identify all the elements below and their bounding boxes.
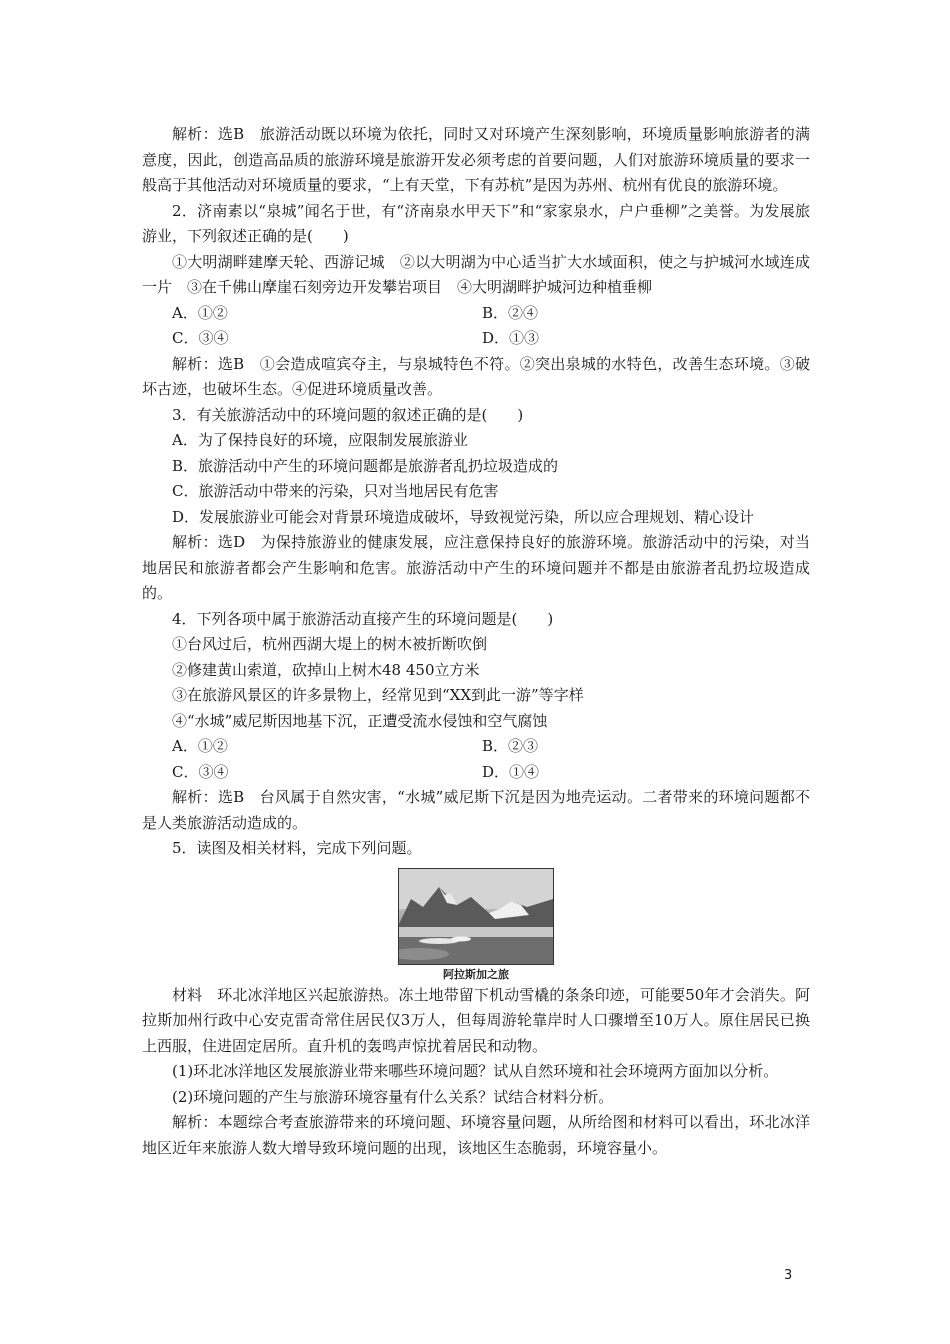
- option-d: D．①④: [482, 762, 540, 781]
- document-body: [142, 122, 810, 1161]
- question-3: 3．有关旅游活动中的环境问题的叙述正确的是( ): [172, 405, 524, 424]
- question-5: 5．读图及相关材料，完成下列问题。: [172, 839, 422, 857]
- question-4-item-2: ②修建黄山索道，砍掉山上树木48 450立方米: [172, 660, 480, 679]
- option-b: B．②④: [482, 303, 539, 322]
- question-2: 2．济南素以“泉城”闻名于世，有“济南泉水甲天下”和“家家泉水，户户垂柳”之美誉。为发展旅游业，下列叙述正确的是( ): [142, 201, 810, 245]
- question-3-option-a: A．为了保持良好的环境，应限制发展旅游业: [172, 431, 468, 449]
- figure-caption: 阿拉斯加之旅: [443, 967, 509, 981]
- alaska-figure: [398, 868, 554, 983]
- option-a: A．①②: [172, 737, 228, 755]
- question-5-part-1: (1)环北冰洋地区发展旅游业带来哪些环境问题？试从自然环境和社会环境两方面加以分析。: [172, 1062, 779, 1080]
- question-4-item-3: ③在旅游风景区的许多景物上，经常见到“XX到此一游”等字样: [172, 686, 584, 704]
- mountain-landscape-icon: [399, 869, 553, 964]
- option-b: B．②③: [482, 737, 539, 755]
- question-3-option-d: D．发展旅游业可能会对背景环境造成破坏，导致视觉污染，所以应合理规划、精心设计: [172, 507, 755, 526]
- answer-paragraph-2: 解析：选B ①会造成喧宾夺主，与泉城特色不符。②突出泉城的水特色，改善生态环境。③破坏古迹，也破坏生态。④促进环境质量改善。: [142, 354, 810, 398]
- answer-paragraph-1: 解析：选B 旅游活动既以环境为依托，同时又对环境产生深刻影响，环境质量影响旅游者的满意度，因此，创造高品质的旅游环境是旅游开发必须考虑的首要问题，人们对旅游环境质量的要求一般高于其他活动对环境质量的要求，“上有天堂，下有苏杭”是因为苏州、杭州有优良的旅游环境。: [142, 125, 810, 194]
- question-3-option-b: B．旅游活动中产生的环境问题都是旅游者乱扔垃圾造成的: [172, 456, 559, 475]
- question-4-item-4: ④“水城”威尼斯因地基下沉，正遭受流水侵蚀和空气腐蚀: [172, 711, 548, 730]
- question-5-part-2: (2)环境问题的产生与旅游环境容量有什么关系？试结合材料分析。: [172, 1087, 614, 1106]
- question-3-option-c: C．旅游活动中带来的污染，只对当地居民有危害: [172, 482, 499, 500]
- answer-paragraph-5: 解析：本题综合考查旅游带来的环境问题、环境容量问题，从所给图和材料可以看出，环北冰洋地区近年来旅游人数大增导致环境问题的出现，该地区生态脆弱，环境容量小。: [142, 1113, 810, 1157]
- question-4-item-1: ①台风过后，杭州西湖大堤上的树木被折断吹倒: [172, 635, 488, 653]
- question-4: 4．下列各项中属于旅游活动直接产生的环境问题是( ): [172, 609, 554, 628]
- answer-paragraph-3: 解析：选D 为保持旅游业的健康发展，应注意保持良好的旅游环境。旅游活动中的污染，对当地居民和旅游者都会产生影响和危害。旅游活动中产生的环境问题并不都是由旅游者乱扔垃圾造成的。: [142, 533, 810, 602]
- alaska-photo: [398, 868, 554, 965]
- answer-paragraph-4: 解析：选B 台风属于自然灾害，“水城”威尼斯下沉是因为地壳运动。二者带来的环境问题都不是人类旅游活动造成的。: [142, 788, 810, 832]
- option-d: D．①③: [482, 329, 540, 347]
- option-c: C．③④: [172, 762, 229, 781]
- question-2-options-row-1: [142, 301, 810, 327]
- option-c: C．③④: [172, 329, 229, 347]
- question-4-options-row-2: [142, 760, 810, 786]
- option-a: A．①②: [172, 303, 228, 322]
- material-paragraph: 材料 环北冰洋地区兴起旅游热。冻土地带留下机动雪橇的条条印迹，可能要50年才会消失。阿拉斯加州行政中心安克雷奇常住居民仅3万人，但每周游轮靠岸时人口骤增至10万人。原住居民已换上西服，住进固定居所。直升机的轰鸣声惊扰着居民和动物。: [142, 985, 810, 1055]
- page-number: 3: [784, 1268, 793, 1283]
- question-4-options-row-1: [142, 734, 810, 760]
- question-2-options-row-2: [142, 326, 810, 352]
- question-2-items: ①大明湖畔建摩天轮、西游记城 ②以大明湖为中心适当扩大水域面积，使之与护城河水域连成一片 ③在千佛山摩崖石刻旁边开发攀岩项目 ④大明湖畔护城河边种植垂柳: [142, 252, 810, 296]
